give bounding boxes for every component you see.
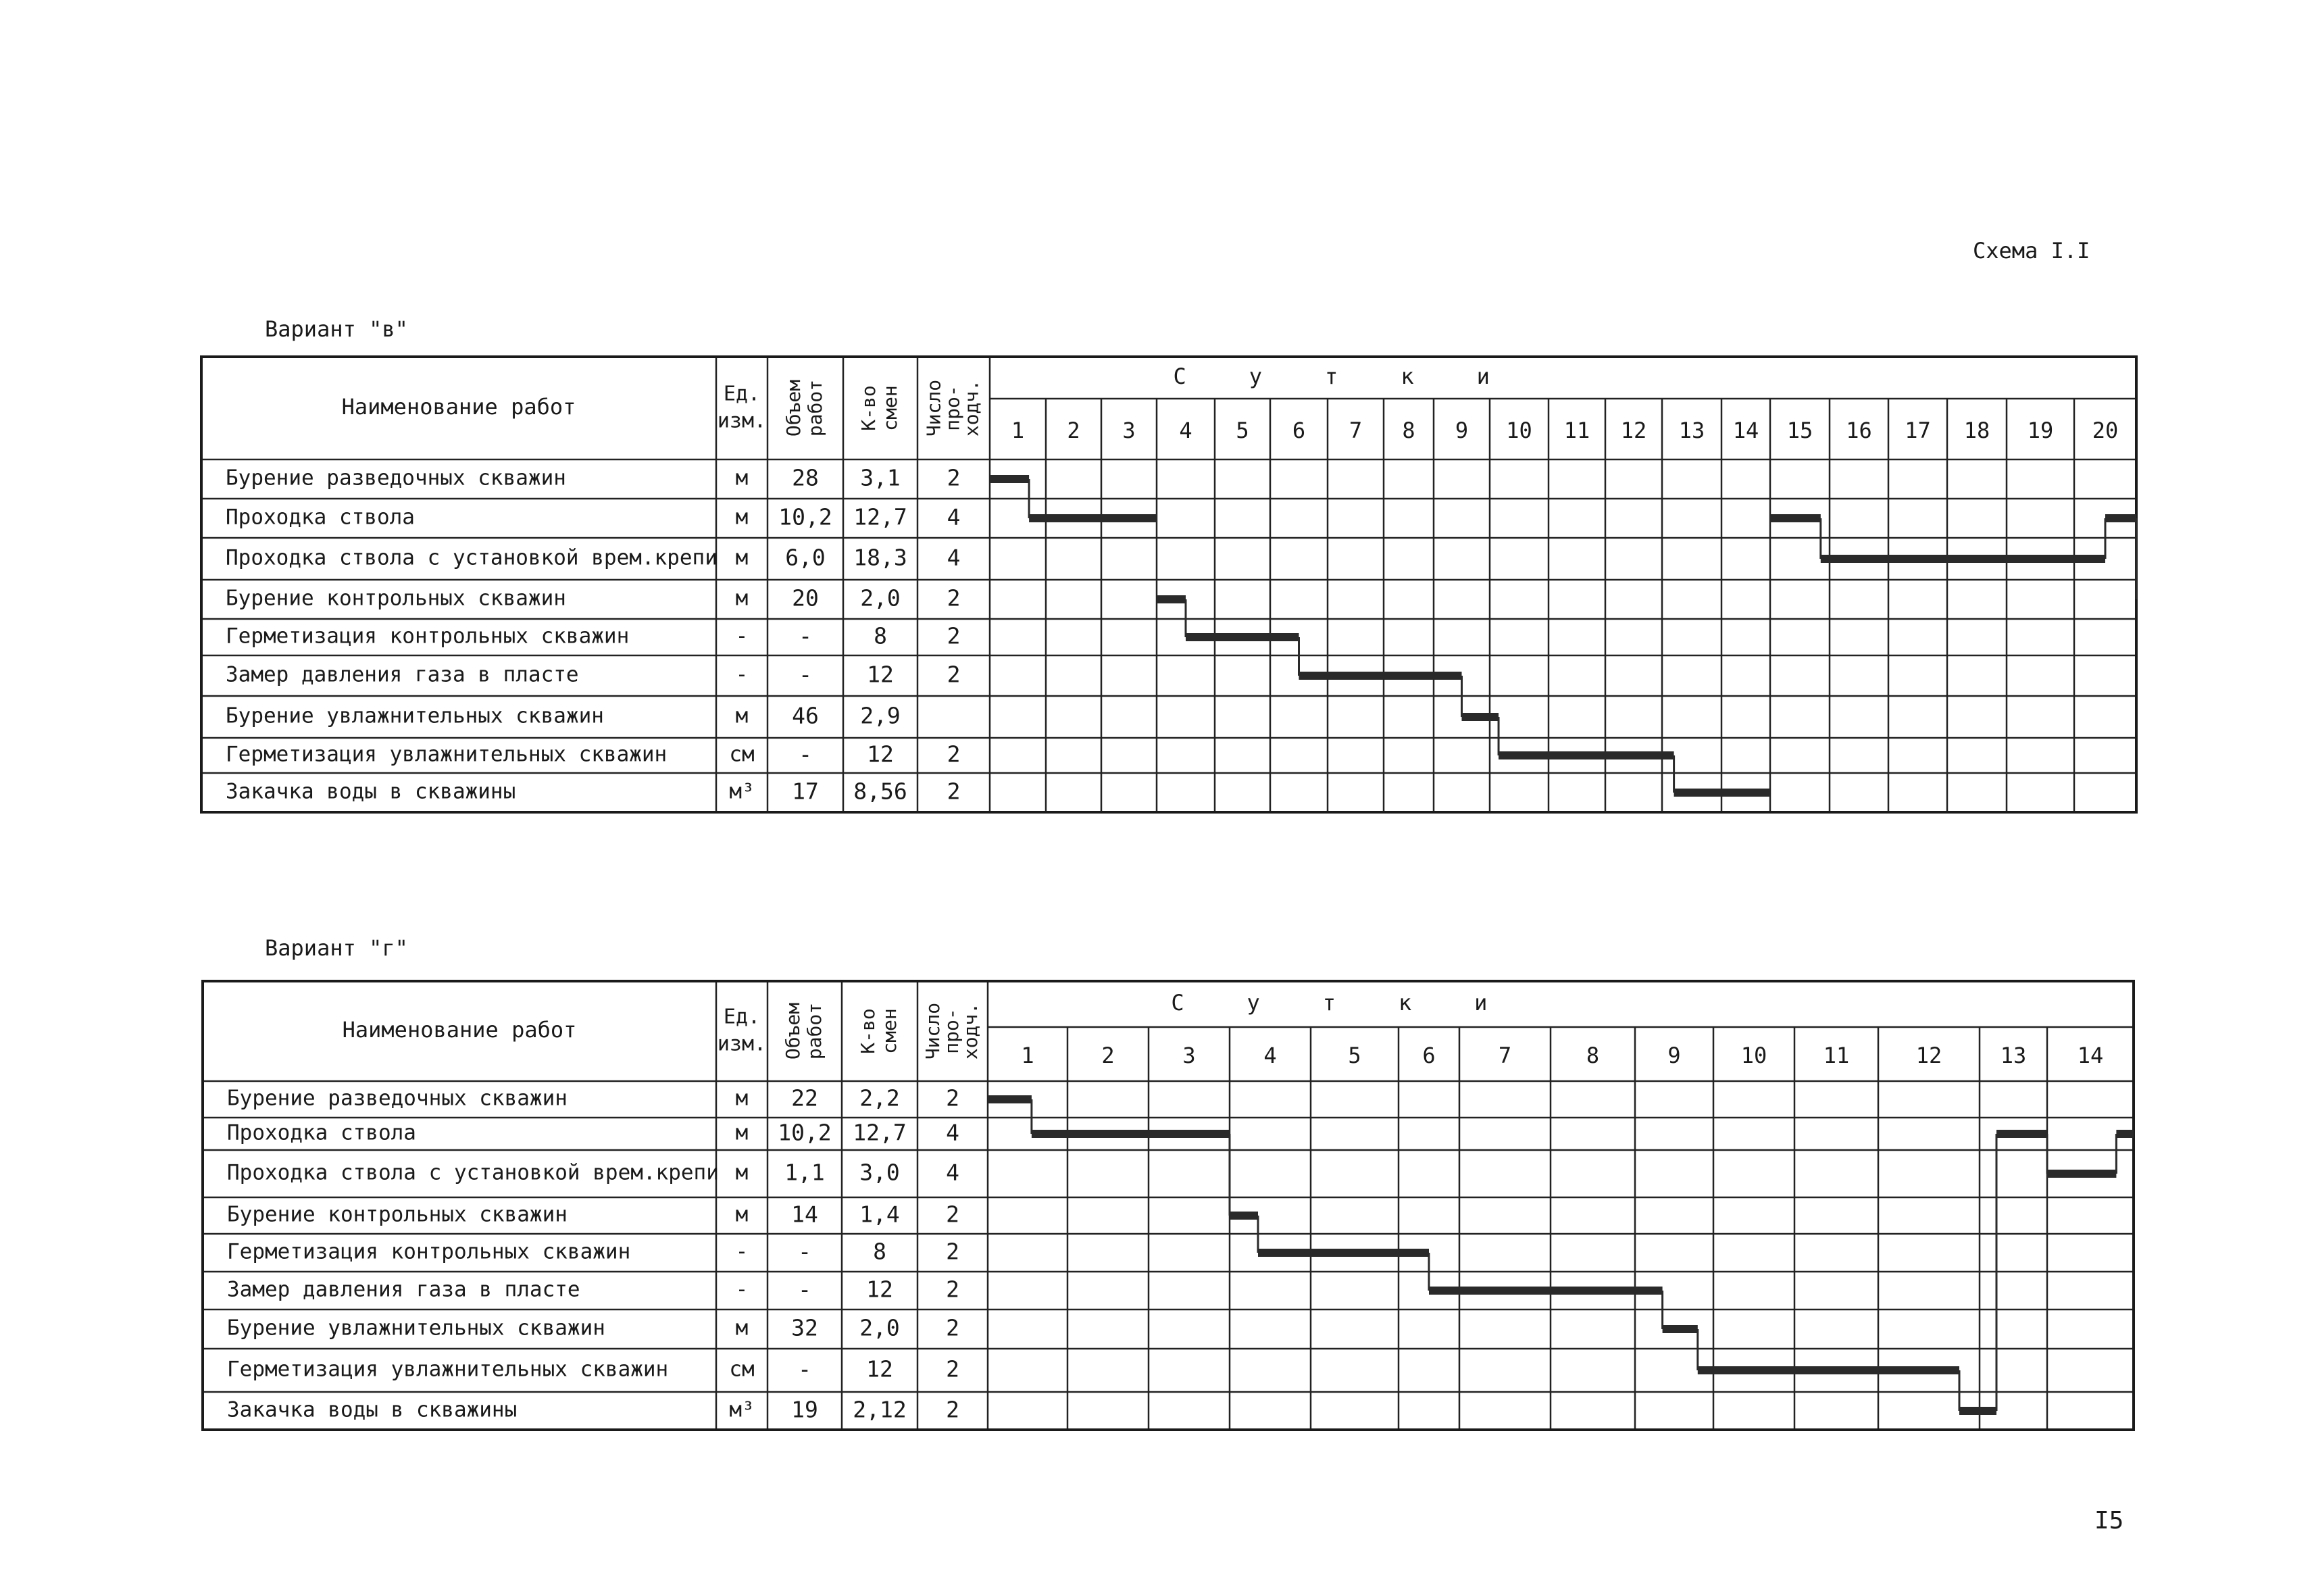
work-volume: 46 [792, 702, 819, 729]
work-shifts: 2,9 [860, 702, 901, 729]
work-name: Бурение контрольных скважин [227, 1202, 568, 1227]
header-shifts-line2: смен [879, 385, 901, 431]
work-name: Герметизация увлажнительных скважин [226, 742, 668, 767]
schedule-bar [1770, 514, 1821, 522]
day-label: 12 [1620, 418, 1647, 443]
work-volume: 10,2 [778, 503, 832, 530]
day-label: 11 [1823, 1043, 1850, 1068]
work-volume: 22 [791, 1084, 818, 1112]
header-name: Наименование работ [341, 394, 576, 420]
work-passes: 2 [946, 1201, 959, 1228]
work-unit: см [729, 1357, 755, 1382]
day-label: 17 [1905, 418, 1931, 443]
work-shifts: 12 [867, 661, 894, 688]
variant-label-v: Вариант "в" [265, 316, 408, 342]
work-volume: - [798, 1276, 811, 1303]
day-label: 12 [1915, 1043, 1942, 1068]
work-shifts: 18,3 [853, 544, 907, 571]
work-volume: 10,2 [778, 1119, 832, 1146]
header-unit-line2: изм. [717, 409, 767, 433]
header-unit-line1: Ед. [723, 382, 761, 406]
work-passes: 2 [946, 1355, 959, 1382]
day-label: 3 [1122, 418, 1136, 443]
work-unit: м [735, 703, 749, 728]
work-passes: 4 [947, 544, 961, 571]
header-passes-line1: Число [922, 379, 945, 437]
work-volume: 1,1 [784, 1159, 825, 1186]
work-name: Закачка воды в скважины [227, 1397, 518, 1422]
work-passes: 2 [946, 1396, 959, 1423]
day-label: 4 [1263, 1043, 1277, 1068]
work-unit: м [735, 1316, 749, 1341]
work-passes: 4 [946, 1119, 959, 1146]
schedule-bar [2105, 514, 2136, 522]
schedule-bar [1462, 713, 1499, 721]
work-shifts: 12 [866, 1355, 893, 1382]
work-shifts: 8 [873, 1238, 886, 1265]
day-label: 5 [1236, 418, 1249, 443]
work-volume: 32 [791, 1314, 818, 1341]
work-unit: м [735, 1120, 749, 1145]
work-volume: 6,0 [785, 544, 826, 571]
day-label: 14 [2077, 1043, 2104, 1068]
work-unit: см [729, 742, 755, 767]
work-volume: - [798, 1238, 811, 1265]
work-shifts: 2,0 [859, 1314, 900, 1341]
work-name: Бурение разведочных скважин [227, 1086, 568, 1111]
work-name: Замер давления газа в пласте [226, 662, 579, 687]
work-volume: 20 [792, 584, 819, 612]
work-shifts: 8 [874, 622, 887, 649]
work-name: Герметизация контрольных скважин [226, 624, 630, 649]
work-volume: - [799, 661, 812, 688]
work-name: Бурение увлажнительных скважин [227, 1316, 605, 1341]
work-passes: 2 [946, 1314, 959, 1341]
day-label: 10 [1740, 1043, 1767, 1068]
work-unit: м [735, 466, 749, 491]
header-unit-line2: изм. [717, 1032, 767, 1056]
header-volume-line1: Объем [782, 379, 805, 437]
day-label: 11 [1563, 418, 1590, 443]
work-passes: 2 [946, 1276, 959, 1303]
work-passes: 2 [947, 622, 961, 649]
work-shifts: 12,7 [853, 1119, 907, 1146]
work-shifts: 12,7 [853, 503, 907, 530]
day-label: 1 [1021, 1043, 1034, 1068]
header-volume-line1: Объем [782, 1002, 804, 1060]
day-label: 8 [1586, 1043, 1600, 1068]
work-volume: 28 [792, 464, 819, 491]
schedule-bar [1186, 633, 1299, 641]
header-passes-line2: про- [941, 385, 964, 431]
day-label: 20 [2092, 418, 2119, 443]
work-name: Проходка ствола [227, 1120, 416, 1145]
scheme-label: Схема I.I [1973, 238, 2090, 264]
work-name: Бурение увлажнительных скважин [226, 703, 604, 728]
schedule-bar [990, 475, 1029, 483]
work-passes: 2 [947, 741, 961, 768]
day-label: 6 [1422, 1043, 1436, 1068]
work-unit: м [735, 586, 749, 611]
work-passes: 2 [947, 778, 961, 805]
schedule-bar [1499, 751, 1674, 759]
work-unit: м³ [729, 779, 755, 804]
work-passes: 4 [947, 503, 961, 530]
header-unit-line1: Ед. [723, 1005, 761, 1029]
work-shifts: 12 [867, 741, 894, 768]
work-shifts: 12 [866, 1276, 893, 1303]
work-name: Проходка ствола с установкой врем.крепи [226, 545, 718, 570]
header-shifts-line2: смен [878, 1008, 901, 1054]
work-volume: - [799, 741, 812, 768]
work-name: Замер давления газа в пласте [227, 1277, 580, 1302]
work-shifts: 3,0 [859, 1159, 900, 1186]
day-label: 10 [1506, 418, 1532, 443]
day-label: 3 [1182, 1043, 1196, 1068]
header-passes-line3: ходч. [959, 1002, 982, 1060]
day-label: 9 [1667, 1043, 1681, 1068]
work-unit: м [735, 1202, 749, 1227]
day-label: 18 [1963, 418, 1990, 443]
work-unit: м³ [729, 1397, 755, 1422]
work-unit: - [735, 1277, 749, 1302]
header-volume-line2: работ [803, 1002, 826, 1060]
day-label: 5 [1348, 1043, 1361, 1068]
day-label: 16 [1846, 418, 1872, 443]
work-passes: 4 [946, 1159, 959, 1186]
work-name: Бурение контрольных скважин [226, 586, 566, 611]
day-label: 7 [1349, 418, 1363, 443]
work-passes: 2 [946, 1238, 959, 1265]
schedule-bar [1029, 514, 1157, 522]
work-passes: 2 [946, 1084, 959, 1112]
header-shifts-line1: К-во [857, 385, 880, 431]
work-shifts: 3,1 [860, 464, 901, 491]
header-days: Сутки [1173, 364, 1553, 389]
day-label: 1 [1011, 418, 1025, 443]
schedule-bar [1299, 672, 1462, 680]
day-label: 4 [1179, 418, 1192, 443]
work-unit: м [735, 1160, 749, 1185]
day-label: 7 [1498, 1043, 1512, 1068]
schedule-bar [1821, 555, 2105, 563]
day-label: 9 [1455, 418, 1469, 443]
work-passes: 2 [947, 464, 961, 491]
work-volume: - [798, 1355, 811, 1382]
variant-label-g: Вариант "г" [265, 935, 408, 961]
header-name: Наименование работ [342, 1017, 577, 1043]
work-name: Герметизация увлажнительных скважин [227, 1357, 669, 1382]
work-unit: м [735, 505, 749, 530]
work-passes: 2 [947, 661, 961, 688]
work-passes: 2 [947, 584, 961, 612]
work-shifts: 8,56 [853, 778, 907, 805]
header-passes-line1: Число [922, 1002, 944, 1060]
page-number: I5 [2094, 1507, 2124, 1535]
header-passes-line2: про- [940, 1008, 963, 1054]
work-unit: - [735, 624, 749, 649]
day-label: 6 [1292, 418, 1306, 443]
header-volume-line2: работ [804, 379, 826, 437]
work-volume: 19 [791, 1396, 818, 1423]
work-shifts: 1,4 [859, 1201, 900, 1228]
day-label: 19 [2027, 418, 2054, 443]
header-days: Сутки [1171, 990, 1551, 1016]
header-shifts-line1: К-во [857, 1008, 879, 1054]
day-label: 13 [2000, 1043, 2027, 1068]
work-volume: 17 [792, 778, 819, 805]
work-volume: 14 [791, 1201, 818, 1228]
schedule-bar [1674, 789, 1770, 797]
schedule-bar [1157, 595, 1186, 603]
work-shifts: 2,2 [859, 1084, 900, 1112]
day-label: 2 [1101, 1043, 1115, 1068]
work-name: Проходка ствола [226, 505, 415, 530]
work-name: Бурение разведочных скважин [226, 466, 566, 491]
work-unit: - [735, 662, 749, 687]
work-name: Проходка ствола с установкой врем.крепи [227, 1160, 719, 1185]
day-label: 14 [1732, 418, 1759, 443]
work-unit: - [735, 1239, 749, 1264]
work-unit: м [735, 1086, 749, 1111]
header-passes-line3: ходч. [960, 379, 983, 437]
work-name: Герметизация контрольных скважин [227, 1239, 631, 1264]
day-label: 2 [1067, 418, 1080, 443]
day-label: 8 [1402, 418, 1415, 443]
work-shifts: 2,12 [853, 1396, 907, 1423]
work-shifts: 2,0 [860, 584, 901, 612]
work-unit: м [735, 545, 749, 570]
work-volume: - [799, 622, 812, 649]
day-label: 13 [1678, 418, 1705, 443]
day-label: 15 [1786, 418, 1813, 443]
work-name: Закачка воды в скважины [226, 779, 516, 804]
